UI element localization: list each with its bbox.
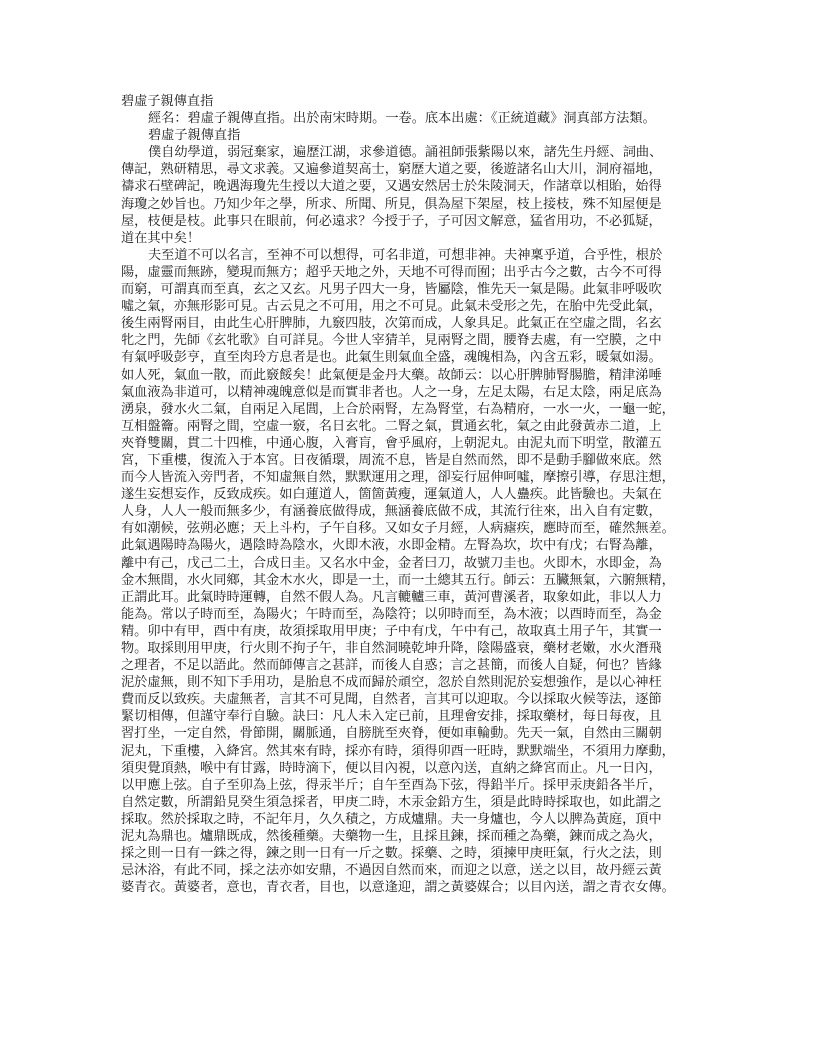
text-line: 物。取採則用甲庚，行火則不拘子午，非自然洞曉乾坤升降，陰陽盛衰，藥材老嫩，水火潛飛	[121, 641, 662, 656]
text-line: 之理者，不足以語此。然而師傳言之甚詳，而後人自惑；言之甚簡，而後人自疑，何也？皆緣	[121, 658, 662, 674]
text-line: 而窮，可謂真而至真，玄之又玄。凡男子四大一身，皆屬陰，惟先天一氣是陽。此氣非呼吸吹	[121, 282, 662, 298]
text-line: 泥丸，下重樓，入絳宮。然其來有時，採亦有時，須得卯酉一旺時，默默端坐，不須用力摩動，	[121, 743, 675, 759]
text-line: 夾脊雙關，貫二十四椎，中通心腹，入膏肓，會乎風府，上朝泥丸。由泥丸而下明堂，散灌五	[121, 435, 662, 451]
text-line: 屋，枝便是枝。此事只在眼前，何必遠求？今授于子，子可因文解意，猛省用功，不必狐疑，	[121, 213, 662, 229]
text-line: 此氣遇陽時為陽火，遇陰時為陰水，火即木液，水即金精。左腎為坎，坎中有戊；右腎為離，	[121, 538, 662, 554]
text-line: 有氣呼吸彭亨，直至肉玲方息者是也。此氣生則氣血全盛，魂魄相為，內含五彩，暖氣如湯。	[121, 350, 662, 366]
text-line: 緊切相傳，但謹守奉行自驗。訣曰：凡人未入定已前，且理會安排，採取藥材，每日每夜，且	[121, 709, 662, 725]
text-line: 離中有己，戊己二土，合成日圭。又名水中金，金者曰刀，故號刀圭也。火即木，水即金，為	[121, 555, 662, 571]
text-line: 習打坐，一定自然，骨節開，關脈通，自膀胱至夾脊，便如車輪動。先天一氣，自然由三關朝	[121, 726, 662, 742]
text-line: 採之則一日有一銖之得，鍊之則一日有一斤之數。採藥、之時，須揀甲庚旺氣，行火之法，則	[121, 846, 662, 862]
text-line: 牝之門，先師《玄牝歌》自可詳見。今世人宰猜羊，見兩腎之間，腰脊去處，有一空膜，之中	[121, 333, 662, 349]
paragraph-2	[121, 247, 698, 897]
text-line: 精。卯中有甲，酉中有庚，故須採取用甲庚；子中有戊，午中有己，故取真土用子午，其實一	[121, 623, 662, 639]
text-line: 陽，虛靈而無跡，變現而無方；超乎天地之外，天地不可得而囿；出乎古今之數，古今不可得	[121, 264, 662, 280]
text-line: 正謂此耳。此氣時時運轉，自然不假人為。凡言轆轤三車，黃河曹溪者，取象如此，非以人力	[121, 589, 662, 605]
text-line: 泥丸為鼎也。爐鼎既成，然後種藥。夫藥物一生，且採且鍊，採而種之為藥，鍊而成之為火，	[121, 829, 662, 845]
text-line: 如人死，氣血一散，而此竅餒矣！此氣便是金丹大藥。故師云：以心肝脾肺腎腸膽，精津涕唾	[121, 367, 662, 383]
text-line: 遂生妄想妄作，反致成疾。如白蓮道人，箇箇黃瘦，運氣道人，人人蠱疾。此皆驗也。夫氣在	[121, 487, 662, 503]
text-line: 忌沐浴，有此不同，採之法亦如安鼎，不過因自然而來，而迎之以意，送之以目，故丹經云黃	[121, 863, 662, 879]
text-line: 人身，人人一般而無多少，有涵養底做得成，無涵養底做不成，其流行往來，出入自有定數，	[121, 504, 662, 520]
text-line: 道在其中矣！	[121, 230, 201, 246]
text-line: 自然定數，所謂鉛見癸生須急採者，甲庚二時，木汞金鉛方生，須是此時時採取也，如此謂之	[121, 794, 662, 810]
text-line: 有如潮候，弦朔必應；天上斗杓，子午自移。又如女子月經，人病瘧疾，應時而至，確然無差。	[121, 521, 675, 537]
text-line: 僕自幼學道，弱冠棄家，遍歷江湖，求參道德。誦祖師張紫陽以來，諸先生丹經、詞曲、	[148, 145, 663, 161]
text-line: 能為。常以子時而至，為陽火；午時而至，為陰符；以卯時而至，為木液；以酉時而至，為金	[121, 606, 662, 622]
text-line: 互相盤籥。兩腎之間，空虛一竅，名日玄牝。二腎之氣，貫通玄牝，氣之由此發黃赤二道，上	[121, 418, 662, 434]
text-line: 後生兩腎兩目，由此生心肝脾肺，九竅四肢，次第而成，人象具足。此氣正在空虛之間，名玄	[121, 316, 662, 332]
text-line: 以甲應上弦。自子至卯為上弦，得汞半斤；自午至酉為下弦，得鉛半斤。採甲汞庚鉛各半斤，	[121, 777, 662, 793]
text-line: 宮，下重樓，復流入于本宮。日夜循環，周流不息，皆是自然而然，即不是動手腳做來底。然	[121, 452, 662, 468]
text-line: 金木無間，水火同鄉，其金木水火，即是一土，而一土總其五行。師云：五臟無氣，六腑無精，	[121, 572, 675, 588]
text-line: 禱求石壁碑記，晚遇海瓊先生授以大道之要，又遇安然居士於朱陵洞天，作諸章以相貽，始得	[121, 179, 662, 195]
text-line: 氣血液為非道可，以精神魂魄意似是而實非者也。人之一身，左足太陽，右足太陰，兩足底為	[121, 384, 662, 400]
document-title: 碧虛子親傳直指	[121, 94, 214, 109]
text-line: 而今人皆流入旁門者，不知虛無自然，默默運用之理，卻妄行屈伸呵噓，摩擦引導，存思注想，	[121, 470, 675, 486]
document-page	[121, 93, 698, 896]
text-line: 夫至道不可以名言，至神不可以想得，可名非道，可想非神。夫神稟乎道，合乎性，根於	[148, 247, 663, 263]
text-line: 須臾覺頂熱，喉中有甘露，時時滴下，便以目內視，以意內送，直納之絳宮而止。凡一日內，	[121, 760, 662, 776]
document-subtitle: 碧虛子親傳直指	[148, 128, 241, 144]
text-line: 湧泉，發水火二氣，自兩足入尾閭，上合於兩腎，左為腎堂，右為精府，一水一火，一龜一蛇，	[121, 401, 675, 417]
text-line: 採取。然於採取之時，不記年月，久久積之，方成爐鼎。夫一身爐也，今人以脾為黃庭，頂中	[121, 811, 662, 827]
text-line: 婆青衣。黃婆者，意也，青衣者，目也，以意逢迎，謂之黃婆媒合；以目內送，謂之青衣女傳。	[121, 880, 675, 896]
text-line: 費而反以致疾。夫虛無者，言其不可見聞，自然者，言其可以迎取。今以採取火候等法，逐節	[121, 692, 662, 708]
text-line: 泥於虛無，則不知下手用功，是胎息不成而歸於頑空，忽於自然則泥於妄想強作，是以心神枉	[121, 675, 662, 691]
document-meta: 經名：碧虛子親傳直指。出於南宋時期。一卷。底本出處：《正統道藏》洞真部方法類。	[148, 111, 656, 127]
text-line: 海瓊之妙旨也。乃知少年之學，所求、所聞、所見，俱為屋下架屋，枝上接枝，殊不知屋便是	[121, 196, 662, 212]
paragraph-1	[121, 144, 698, 247]
text-line: 傳記，熟研精思，尋文求義。又遍參道契高士，窮歷大道之要，後遊諸名山大川，洞府福地，	[121, 162, 662, 178]
text-line: 噓之氣，亦無形影可見。古云見之不可用，用之不可見。此氣未受形之先，在胎中先受此氣，	[121, 299, 662, 315]
